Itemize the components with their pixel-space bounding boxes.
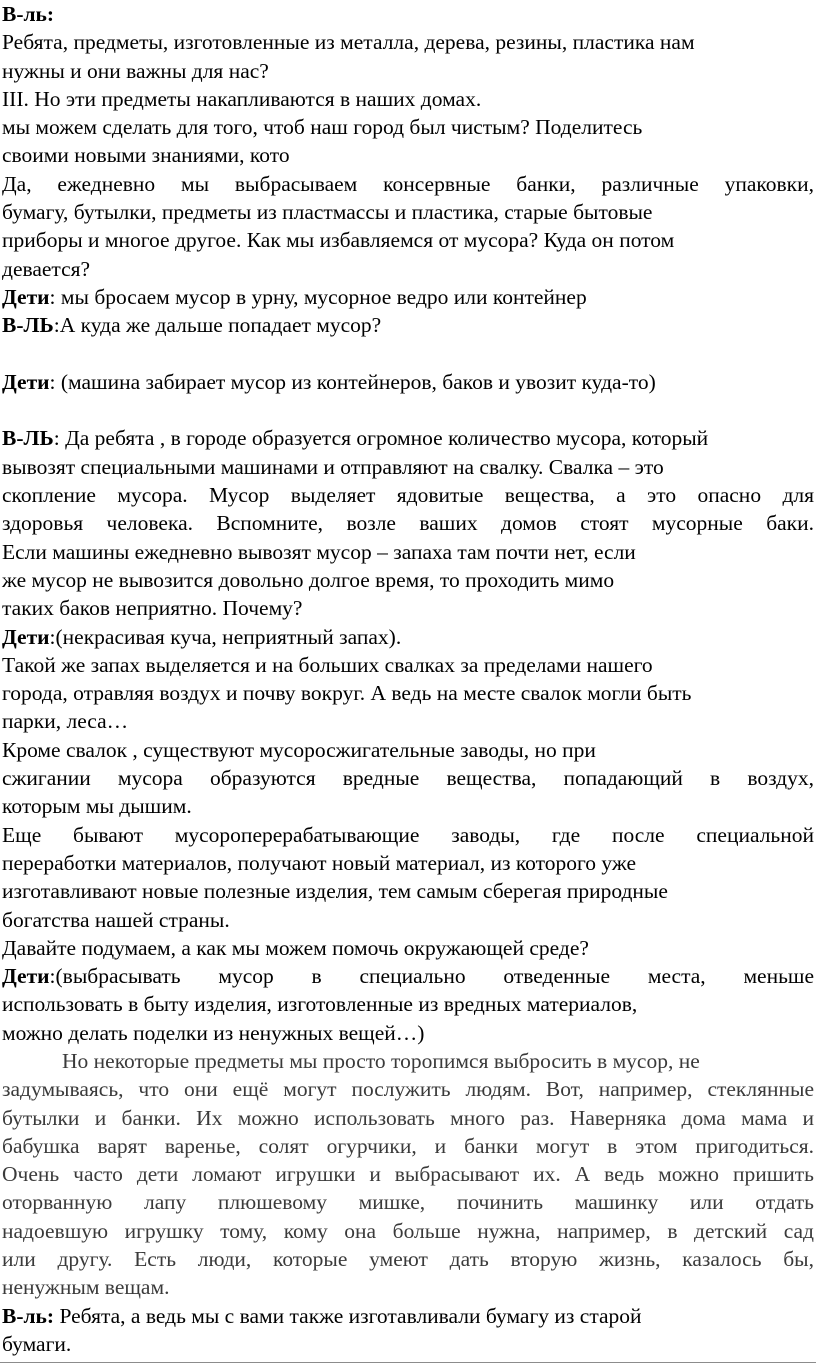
text-line [2, 28, 814, 56]
line-text: : (машина забирает мусор из контейнеров, баков и увозит куда-то) [49, 369, 656, 394]
text-line [2, 764, 814, 792]
speaker-label: Дети [2, 284, 50, 309]
line-text: можно делать поделки из ненужных вещей…) [2, 1020, 425, 1045]
line-text: Если машины ежедневно вывозят мусор – запаха там почти нет, если [2, 539, 636, 564]
line-text: : Да ребята , в городе образуется огромное количество мусора, который [53, 426, 709, 451]
line-text: изготавливают новые полезные изделия, тем самым сберегая природные [2, 879, 668, 904]
text-line [2, 311, 814, 339]
text-line [2, 651, 814, 679]
text-line [2, 170, 814, 198]
line-text: нужны и они важны для нас? [2, 58, 269, 83]
line-text: Очень часто дети ломают игрушки и выбрасывают их. А ведь можно пришить [2, 1162, 814, 1187]
speaker-label: В-ЛЬ [2, 426, 54, 451]
speaker-label: Дети [2, 624, 50, 649]
line-text: бутылки и банки. Их можно использовать много раз. Наверняка дома мама и [2, 1105, 814, 1130]
text-line [2, 623, 814, 651]
line-text: таких баков неприятно. Почему? [2, 596, 303, 621]
line-text: Да, ежедневно мы выбрасываем консервные банки, различные упаковки, [2, 171, 814, 196]
blank-line [2, 340, 814, 368]
text-line [2, 368, 814, 396]
text-line [2, 0, 814, 28]
speaker-label: В-ль: [2, 2, 55, 26]
text-line [2, 57, 814, 85]
text-line [2, 226, 814, 254]
text-line [2, 1132, 814, 1160]
text-line [2, 509, 814, 537]
text-line [2, 849, 814, 877]
line-text: Но некоторые предметы мы просто торопимся выбросить в мусор, не [62, 1048, 700, 1073]
text-line [2, 255, 814, 283]
text-line [2, 141, 814, 169]
text-line [2, 566, 814, 594]
line-text: задумываясь, что они ещё могут послужить людям. Вот, например, стеклянные [2, 1077, 814, 1102]
line-text: : мы бросаем мусор в урну, мусорное ведро или контейнер [49, 284, 587, 309]
speaker-label: В-ЛЬ [2, 313, 54, 338]
text-line [2, 1104, 814, 1132]
line-text: которым мы дышим. [2, 794, 192, 819]
line-text: Кроме свалок , существуют мусоросжигательные заводы, но при [2, 737, 596, 762]
line-text: Такой же запах выделяется и на больших свалках за пределами нашего [2, 652, 653, 677]
line-text: бумагу, бутылки, предметы из пластмассы и пластика, старые бытовые [2, 200, 653, 225]
line-text: города, отравляя воздух и почву вокруг. А ведь на месте свалок могли быть [2, 681, 692, 706]
text-line [2, 1188, 814, 1216]
line-text: бабушка варят варенье, солят огурчики, и банки могут в этом пригодиться. [2, 1133, 814, 1158]
line-text: надоевшую игрушку тому, кому она больше нужна, например, в детский сад [2, 1218, 814, 1243]
text-line [2, 424, 814, 452]
text-line [2, 1047, 814, 1075]
text-line [2, 1160, 814, 1188]
line-text: :А куда же дальше попадает мусор? [53, 313, 382, 338]
text-line [2, 113, 814, 141]
line-text: вывозят специальными машинами и отправляют на свалку. Свалка – это [2, 454, 664, 479]
line-text: Еще бывают мусороперерабатывающие заводы, где после специальной [2, 822, 814, 847]
speaker-label: В-ль: [2, 1303, 55, 1328]
blank-line [2, 396, 814, 424]
text-line [2, 736, 814, 764]
text-line [2, 1217, 814, 1245]
line-text: III. Но эти предметы накапливаются в наших домах. [2, 86, 482, 111]
text-line [2, 538, 814, 566]
text-line [2, 934, 814, 962]
text-line [2, 1273, 814, 1301]
text-line [2, 877, 814, 905]
text-line [2, 481, 814, 509]
speaker-label: Дети [2, 964, 50, 989]
speaker-label: Дети [2, 369, 50, 394]
line-text: парки, леса… [2, 709, 129, 734]
text-line [2, 792, 814, 820]
line-text: ненужным вещам. [2, 1275, 170, 1300]
text-line [2, 962, 814, 990]
text-line [2, 453, 814, 481]
text-line [2, 594, 814, 622]
text-line [2, 283, 814, 311]
line-text: девается? [2, 256, 91, 281]
line-text: или другу. Есть люди, которые умеют дать вторую жизнь, казалось бы, [2, 1247, 814, 1272]
line-text: своими новыми знаниями, кото [2, 143, 290, 168]
line-text: бумаги. [2, 1331, 72, 1356]
text-line [2, 1019, 814, 1047]
text-line [2, 821, 814, 849]
text-line [2, 679, 814, 707]
line-text: переработки материалов, получают новый материал, из которого уже [2, 850, 636, 875]
text-line [2, 990, 814, 1018]
line-text: богатства нашей страны. [2, 907, 230, 932]
footer-divider [0, 1362, 816, 1363]
line-text: же мусор не вывозится довольно долгое время, то проходить мимо [2, 567, 615, 592]
line-text: Ребята, а ведь мы с вами также изготавливали бумагу из старой [54, 1303, 642, 1328]
line-text: приборы и многое другое. Как мы избавляемся от мусора? Куда он потом [2, 228, 675, 253]
line-text: :(выбрасывать мусор в специально отведенные места, меньше [49, 964, 814, 989]
line-text: Давайте подумаем, а как мы можем помочь окружающей среде? [2, 935, 589, 960]
text-line [2, 85, 814, 113]
text-line [2, 1245, 814, 1273]
text-line [2, 1075, 814, 1103]
line-text: скопление мусора. Мусор выделяет ядовитые вещества, а это опасно для [2, 483, 814, 508]
text-line [2, 707, 814, 735]
line-text: здоровья человека. Вспомните, возле ваших домов стоят мусорные баки. [2, 511, 814, 536]
line-text: использовать в быту изделия, изготовленные из вредных материалов, [2, 992, 638, 1017]
text-line [2, 1330, 814, 1358]
line-text: оторванную лапу плюшевому мишке, починить машинку или отдать [2, 1190, 814, 1215]
line-text: :(некрасивая куча, неприятный запах). [49, 624, 402, 649]
line-text: мы можем сделать для того, чтоб наш город был чистым? Поделитесь [2, 115, 643, 140]
document-page [2, 0, 814, 1358]
text-line [2, 906, 814, 934]
text-line [2, 1302, 814, 1330]
line-text: сжигании мусора образуются вредные вещества, попадающий в воздух, [2, 766, 814, 791]
line-text: Ребята, предметы, изготовленные из металла, дерева, резины, пластика нам [2, 30, 695, 55]
text-line [2, 198, 814, 226]
